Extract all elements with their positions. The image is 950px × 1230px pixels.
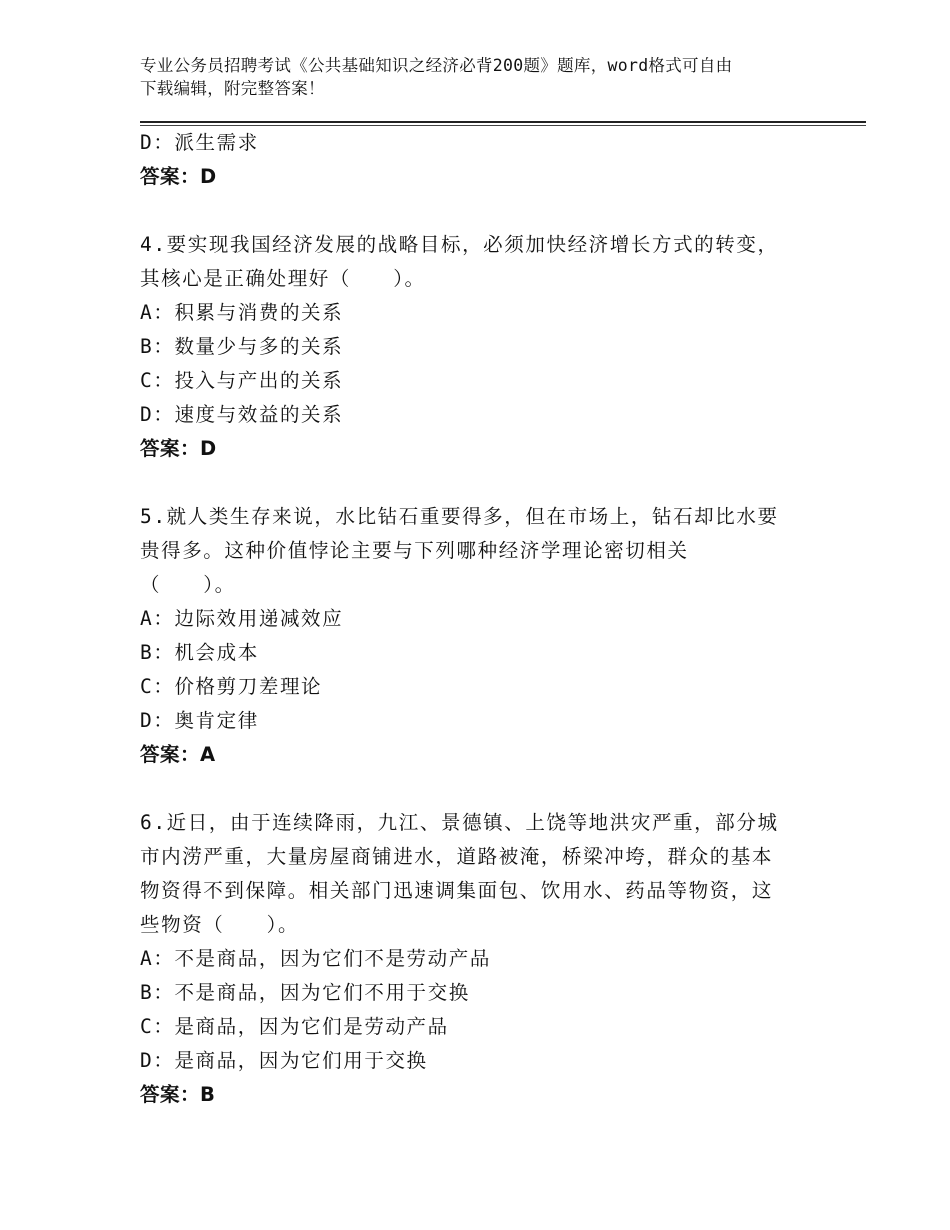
question-6-answer: 答案：B [140, 1083, 216, 1106]
question-6-stem-line-1: 6.近日，由于连续降雨，九江、景德镇、上饶等地洪灾严重，部分城 [140, 811, 779, 834]
prev-answer: 答案：D [140, 165, 217, 188]
question-6-option-c: C：是商品，因为它们是劳动产品 [140, 1015, 449, 1038]
question-6-stem-line-3: 物资得不到保障。相关部门迅速调集面包、饮用水、药品等物资，这 [140, 879, 774, 902]
question-4 [140, 228, 800, 466]
question-5 [140, 500, 800, 772]
header-line-2: 下载编辑，附完整答案！ [140, 79, 325, 98]
question-content [140, 126, 800, 1112]
question-5-stem-line-1: 5.就人类生存来说，水比钻石重要得多，但在市场上，钻石却比水要 [140, 505, 779, 528]
header-divider-thick [140, 121, 866, 123]
question-4-answer: 答案：D [140, 437, 217, 460]
question-6-stem-line-4: 些物资（ ）。 [140, 913, 300, 936]
document-header [140, 54, 840, 100]
question-5-answer: 答案：A [140, 743, 216, 766]
question-5-stem-line-3: （ ）。 [140, 573, 236, 596]
question-5-option-d: D：奥肯定律 [140, 709, 259, 732]
question-5-option-b: B：机会成本 [140, 641, 259, 664]
question-4-stem-line-2: 其核心是正确处理好（ ）。 [140, 267, 426, 290]
question-5-option-a: A：边际效用递减效应 [140, 607, 344, 630]
header-line-1: 专业公务员招聘考试《公共基础知识之经济必背200题》题库，word格式可自由 [140, 56, 733, 75]
question-5-option-c: C：价格剪刀差理论 [140, 675, 323, 698]
question-6-stem-line-2: 市内涝严重，大量房屋商铺进水，道路被淹，桥梁冲垮，群众的基本 [140, 845, 774, 868]
question-5-stem-line-2: 贵得多。这种价值悖论主要与下列哪种经济学理论密切相关 [140, 539, 689, 562]
question-4-stem-line-1: 4.要实现我国经济发展的战略目标，必须加快经济增长方式的转变， [140, 233, 779, 256]
question-4-option-d: D：速度与效益的关系 [140, 403, 344, 426]
question-4-option-c: C：投入与产出的关系 [140, 369, 344, 392]
question-6-option-a: A：不是商品，因为它们不是劳动产品 [140, 947, 491, 970]
question-4-option-b: B：数量少与多的关系 [140, 335, 344, 358]
question-6 [140, 806, 800, 1112]
question-4-option-a: A：积累与消费的关系 [140, 301, 344, 324]
question-6-option-d: D：是商品，因为它们用于交换 [140, 1049, 428, 1072]
prev-option-d: D：派生需求 [140, 131, 259, 154]
question-6-option-b: B：不是商品，因为它们不用于交换 [140, 981, 470, 1004]
